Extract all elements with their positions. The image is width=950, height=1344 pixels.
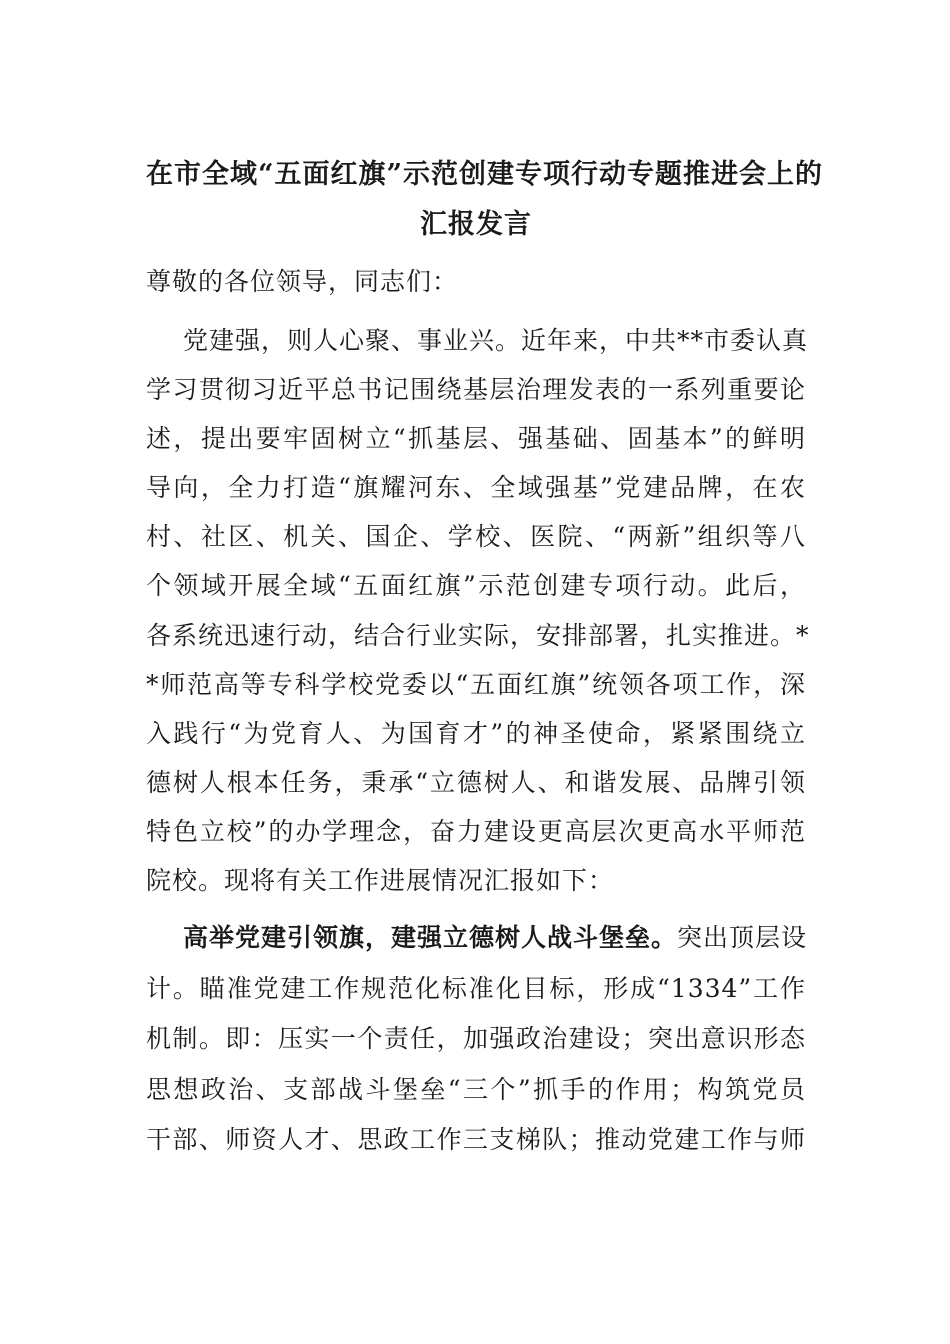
paragraph-1	[146, 316, 810, 905]
paragraph-2-lead-heading: 高举党建引领旗，建强立德树人战斗堡垒。	[183, 923, 678, 953]
paragraph-1-line: 院校。现将有关工作进展情况汇报如下：	[146, 866, 615, 896]
paragraph-1-line: 村、社区、机关、国企、学校、医院、“两新”组织等八	[146, 522, 806, 552]
paragraph-1-line: *师范高等专科学校党委以“五面红旗”统领各项工作，深	[146, 669, 806, 699]
paragraph-2-first-line-rest: 突出顶层设	[677, 923, 808, 953]
paragraph-2-first-line	[146, 913, 806, 964]
title-line-2: 汇报发言	[420, 209, 532, 240]
paragraph-2-line: 思想政治、支部战斗堡垒“三个”抓手的作用；构筑党员	[146, 1074, 806, 1104]
paragraph-1-line: 党建强，则人心聚、事业兴。近年来，中共**市委认真	[183, 326, 809, 355]
paragraph-2-line: 计。瞄准党建工作规范化标准化目标，形成“1334”工作	[146, 973, 806, 1003]
title-line-1: 在市全域“五面红旗”示范创建专项行动专题推进会上的	[146, 159, 824, 190]
paragraph-2	[146, 913, 806, 1166]
paragraph-1-line: 入践行“为党育人、为国育才”的神圣使命，紧紧围绕立	[146, 718, 806, 748]
salutation: 尊敬的各位领导，同志们：	[146, 267, 459, 296]
paragraph-1-line: 德树人根本任务，秉承“立德树人、和谐发展、品牌引领	[146, 767, 806, 797]
paragraph-1-line: 特色立校”的办学理念，奋力建设更高层次更高水平师范	[146, 816, 806, 846]
paragraph-2-line: 干部、师资人才、思政工作三支梯队；推动党建工作与师	[146, 1125, 806, 1155]
document-page	[146, 150, 824, 1166]
document-title	[146, 150, 824, 250]
paragraph-1-line: 各系统迅速行动，结合行业实际，安排部署，扎实推进。*	[146, 620, 810, 650]
paragraph-2-line: 机制。即：压实一个责任，加强政治建设；突出意识形态	[146, 1024, 806, 1054]
paragraph-1-line: 导向，全力打造“旗耀河东、全域强基”党建品牌，在农	[146, 473, 806, 503]
paragraph-1-line: 述，提出要牢固树立“抓基层、强基础、固基本”的鲜明	[146, 424, 806, 454]
paragraph-1-line: 学习贯彻习近平总书记围绕基层治理发表的一系列重要论	[146, 375, 806, 405]
paragraph-1-line: 个领域开展全域“五面红旗”示范创建专项行动。此后，	[146, 571, 806, 601]
